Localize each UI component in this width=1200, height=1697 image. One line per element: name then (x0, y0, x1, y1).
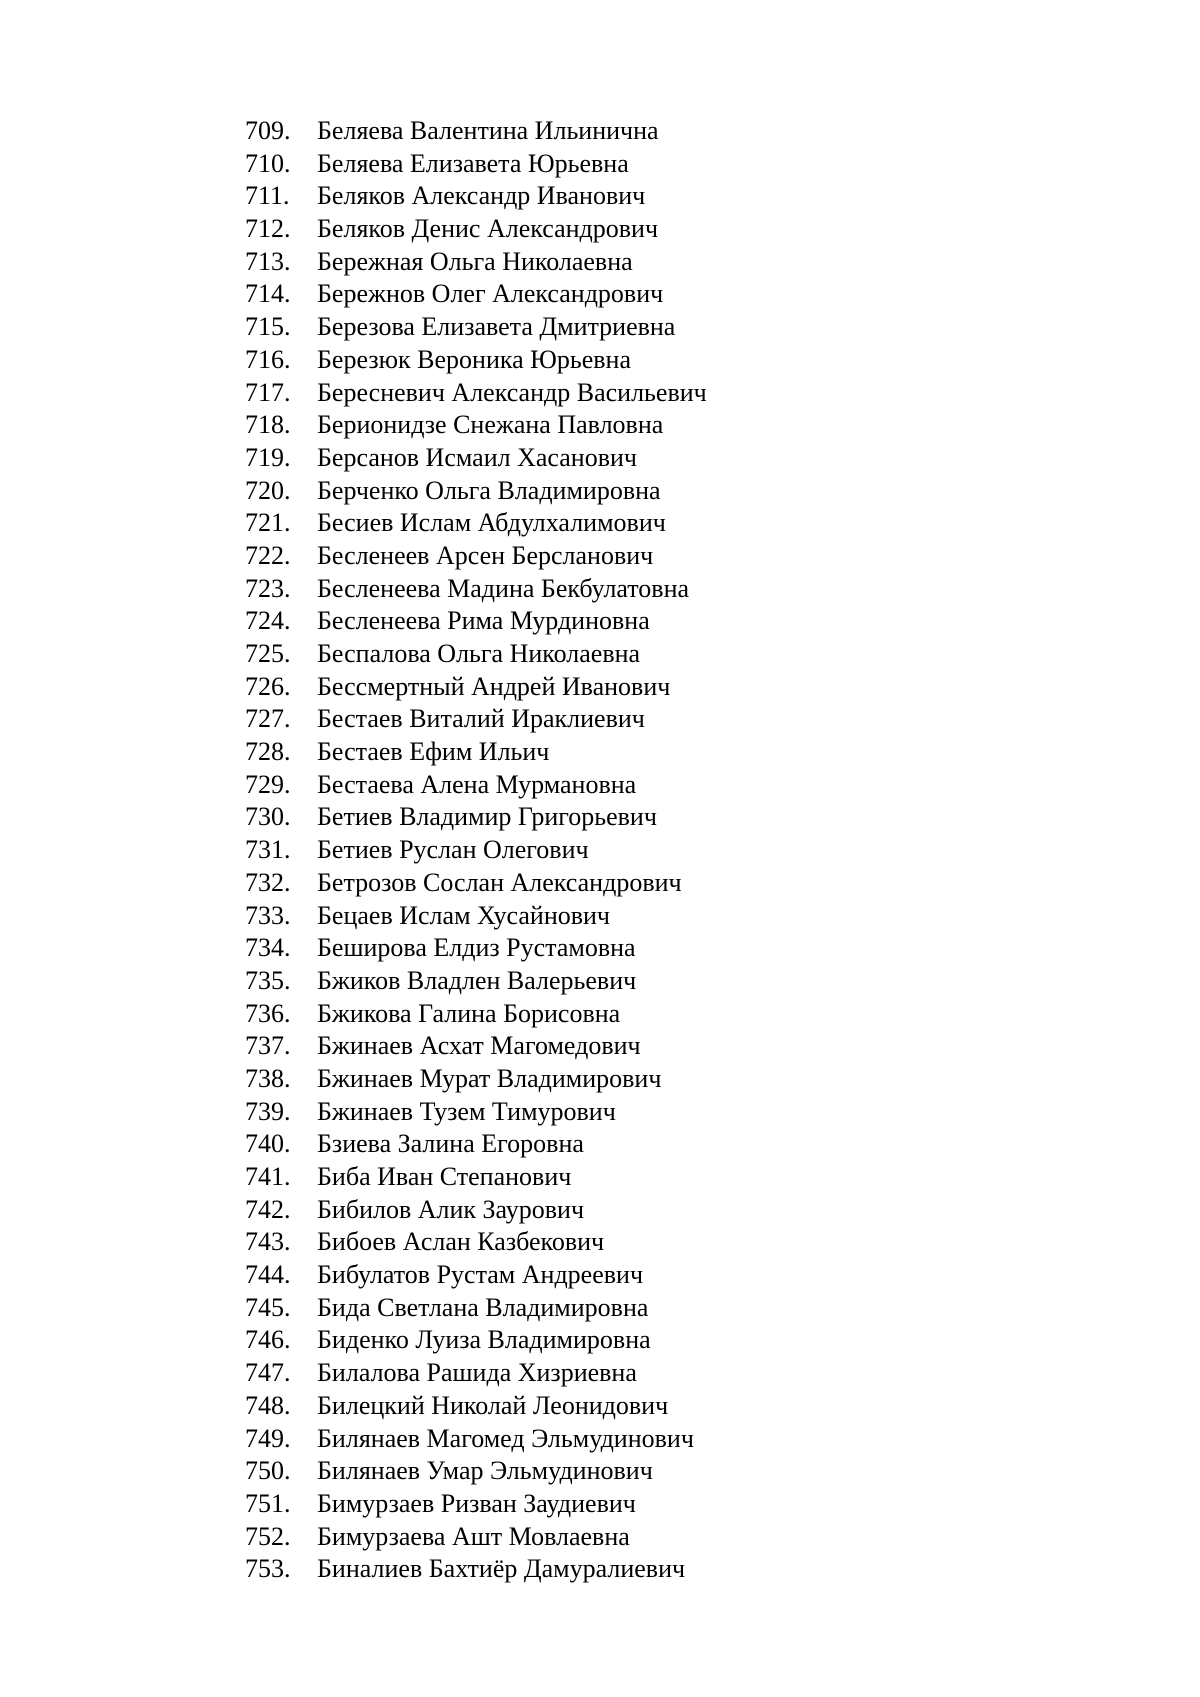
list-item-name: Бида Светлана Владимировна (317, 1292, 649, 1322)
list-item-name: Бибоев Аслан Казбекович (317, 1227, 605, 1257)
list-item-number: 741. (245, 1162, 291, 1191)
list-item-number: 727. (245, 704, 291, 734)
list-item (245, 769, 707, 802)
list-item-number: 710. (245, 148, 291, 178)
list-item (245, 278, 707, 311)
list-item (245, 638, 707, 671)
list-item (245, 1194, 707, 1227)
list-item-name: Бжиков Владлен Валерьевич (317, 965, 637, 995)
list-item (245, 834, 707, 867)
list-item-name: Бережная Ольга Николаевна (317, 246, 633, 276)
list-item-name: Беляева Елизавета Юрьевна (317, 148, 629, 178)
list-item (245, 965, 707, 998)
list-item (245, 1324, 707, 1357)
list-item-name: Бессмертный Андрей Иванович (317, 671, 671, 701)
list-item-name: Беляков Денис Александрович (317, 214, 659, 244)
list-item-name: Бересневич Александр Васильевич (317, 377, 707, 407)
list-item-name: Билянаев Магомед Эльмудинович (317, 1423, 694, 1453)
list-item (245, 736, 707, 769)
list-item-number: 743. (245, 1227, 291, 1257)
list-item (245, 344, 707, 377)
list-item-number: 719. (245, 442, 291, 472)
list-item (245, 1030, 707, 1063)
list-item-number: 711. (245, 181, 290, 211)
list-item-number: 718. (245, 410, 291, 440)
list-item-number: 720. (245, 475, 291, 505)
list-item-number: 714. (245, 279, 291, 309)
list-item-number: 709. (245, 116, 291, 145)
list-item (245, 932, 707, 965)
list-item (245, 1390, 707, 1423)
list-item-number: 713. (245, 246, 291, 276)
list-item-number: 736. (245, 998, 291, 1028)
list-item-number: 717. (245, 377, 291, 407)
list-item-number: 732. (245, 867, 291, 897)
list-item (245, 1096, 707, 1129)
list-item (245, 703, 707, 736)
list-item (245, 1455, 707, 1488)
list-item (245, 180, 707, 213)
list-item-name: Берионидзе Снежана Павловна (317, 410, 664, 440)
list-item-name: Березюк Вероника Юрьевна (317, 344, 631, 374)
list-item (245, 1128, 707, 1161)
list-item (245, 1063, 707, 1096)
list-item-name: Биналиев Бахтиёр Дамуралиевич (317, 1554, 686, 1584)
list-item-name: Бзиева Залина Егоровна (317, 1129, 584, 1159)
list-item (245, 1259, 707, 1292)
list-item-number: 723. (245, 573, 291, 603)
list-item (245, 998, 707, 1031)
list-item (245, 1553, 707, 1586)
list-item (245, 213, 707, 246)
list-item-name: Берсанов Исмаил Хасанович (317, 442, 637, 472)
list-item (245, 442, 707, 475)
list-item-name: Беширова Елдиз Рустамовна (317, 933, 636, 963)
list-item-number: 715. (245, 312, 291, 342)
list-item (245, 377, 707, 410)
list-item-number: 740. (245, 1129, 291, 1159)
list-item-name: Биденко Луиза Владимировна (317, 1325, 651, 1355)
list-item-name: Бесленеева Рима Мурдиновна (317, 606, 650, 636)
list-item-name: Билецкий Николай Леонидович (317, 1390, 669, 1420)
list-item-name: Бжинаев Мурат Владимирович (317, 1063, 662, 1093)
list-item-number: 728. (245, 737, 291, 767)
list-item-name: Бжинаев Асхат Магомедович (317, 1031, 641, 1061)
list-item-name: Бибулатов Рустам Андреевич (317, 1260, 644, 1290)
list-item-name: Бжикова Галина Борисовна (317, 998, 621, 1028)
list-item-name: Бибилов Алик Заурович (317, 1194, 585, 1224)
list-item-number: 712. (245, 214, 291, 244)
list-item-number: 738. (245, 1063, 291, 1093)
list-item-name: Бестаев Виталий Ираклиевич (317, 704, 645, 734)
list-item-number: 734. (245, 933, 291, 963)
list-item-name: Бесленеев Арсен Берсланович (317, 540, 654, 570)
list-item-name: Беляева Валентина Ильинична (317, 116, 659, 145)
list-item-name: Бережнов Олег Александрович (317, 279, 664, 309)
list-item-number: 751. (245, 1488, 291, 1518)
list-item-number: 737. (245, 1031, 291, 1061)
list-item (245, 507, 707, 540)
list-item-name: Берченко Ольга Владимировна (317, 475, 661, 505)
list-item-number: 748. (245, 1390, 291, 1420)
list-item-name: Бжинаев Тузем Тимурович (317, 1096, 616, 1126)
list-item (245, 540, 707, 573)
list-item-name: Бетиев Владимир Григорьевич (317, 802, 657, 832)
list-item (245, 1521, 707, 1554)
list-item (245, 605, 707, 638)
list-item-name: Бесленеева Мадина Бекбулатовна (317, 573, 690, 603)
list-item-number: 731. (245, 835, 291, 865)
list-item-number: 716. (245, 344, 291, 374)
list-item-name: Билянаев Умар Эльмудинович (317, 1456, 653, 1486)
list-item (245, 1488, 707, 1521)
list-item-name: Бетиев Руслан Олегович (317, 835, 589, 865)
list-item-number: 739. (245, 1096, 291, 1126)
list-item-number: 746. (245, 1325, 291, 1355)
list-item (245, 311, 707, 344)
list-item-name: Бимурзаев Ризван Заудиевич (317, 1488, 636, 1518)
list-item-name: Бесиев Ислам Абдулхалимович (317, 508, 666, 538)
list-item (245, 148, 707, 181)
list-item-number: 730. (245, 802, 291, 832)
list-item-name: Березова Елизавета Дмитриевна (317, 312, 676, 342)
list-item (245, 115, 707, 148)
list-item-number: 750. (245, 1456, 291, 1486)
list-item (245, 1161, 707, 1194)
list-item-name: Бецаев Ислам Хусайнович (317, 900, 611, 930)
list-item (245, 867, 707, 900)
list-item (245, 671, 707, 704)
list-item-number: 753. (245, 1554, 291, 1584)
list-item (245, 1423, 707, 1456)
list-item (245, 1226, 707, 1259)
list-item-name: Биба Иван Степанович (317, 1162, 572, 1191)
list-item-name: Беляков Александр Иванович (317, 181, 646, 211)
list-item-number: 725. (245, 639, 291, 668)
list-item-name: Бестаев Ефим Ильич (317, 737, 550, 767)
list-item-number: 726. (245, 671, 291, 701)
list-item (245, 1357, 707, 1390)
list-item (245, 1292, 707, 1325)
list-item-name: Беспалова Ольга Николаевна (317, 639, 641, 668)
list-item (245, 246, 707, 279)
list-item-number: 729. (245, 769, 291, 799)
list-item-number: 747. (245, 1358, 291, 1388)
list-item-number: 721. (245, 508, 291, 538)
list-item-name: Билалова Рашида Хизриевна (317, 1358, 637, 1388)
name-list (245, 115, 707, 1586)
list-item (245, 900, 707, 933)
list-item-number: 742. (245, 1194, 291, 1224)
list-item-number: 745. (245, 1292, 291, 1322)
list-item (245, 801, 707, 834)
list-item (245, 573, 707, 606)
list-item-name: Бестаева Алена Мурмановна (317, 769, 637, 799)
list-item-number: 733. (245, 900, 291, 930)
list-item (245, 409, 707, 442)
list-item-name: Бетрозов Сослан Александрович (317, 867, 682, 897)
list-item-number: 722. (245, 540, 291, 570)
list-item (245, 475, 707, 508)
list-item-number: 724. (245, 606, 291, 636)
list-item-number: 735. (245, 965, 291, 995)
list-item-name: Бимурзаева Ашт Мовлаевна (317, 1521, 630, 1551)
list-item-number: 744. (245, 1260, 291, 1290)
list-item-number: 749. (245, 1423, 291, 1453)
list-item-number: 752. (245, 1521, 291, 1551)
